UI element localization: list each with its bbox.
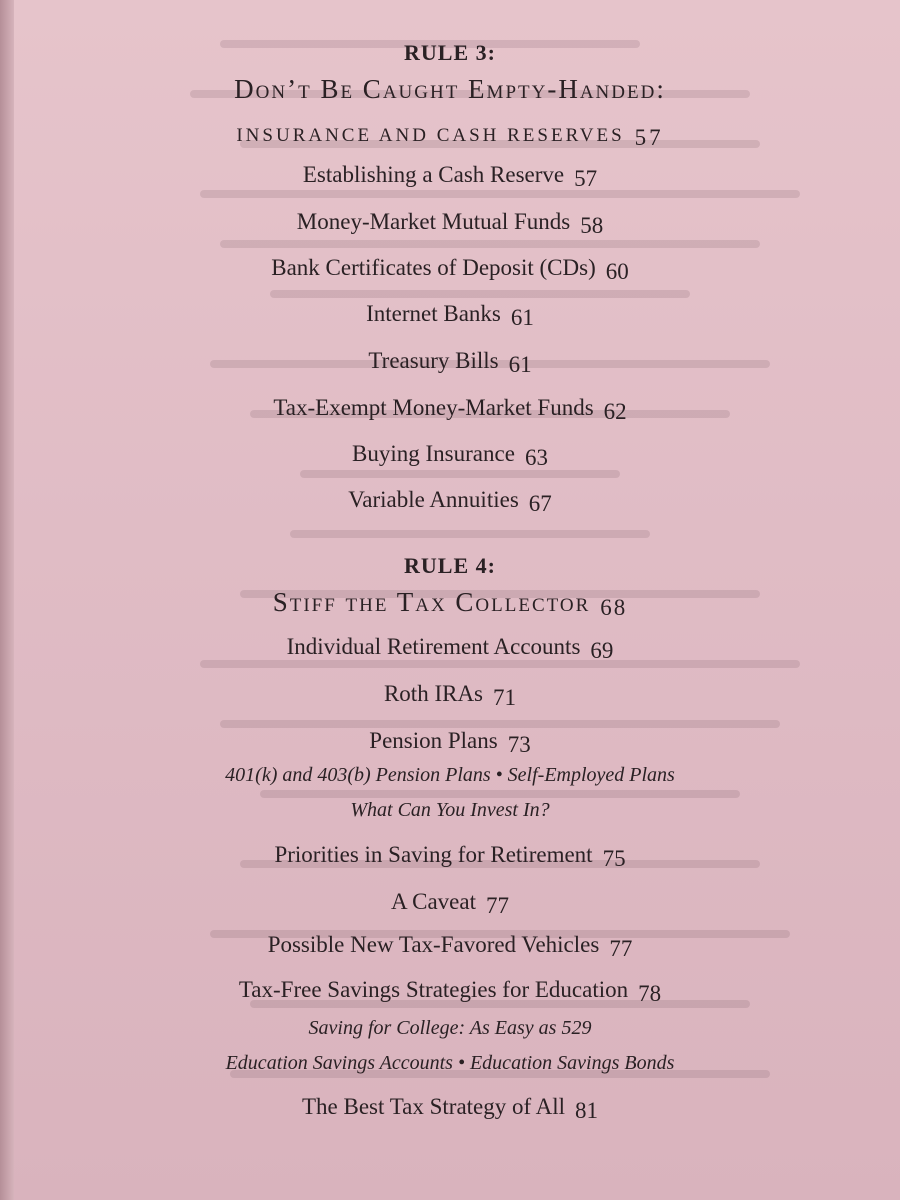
toc-entry [0,255,900,284]
toc-entry-page: 78 [638,981,662,1006]
rule-3-subtitle-text: INSURANCE AND CASH RESERVES [236,125,625,146]
toc-entry [0,162,900,191]
toc-entry-title: Possible New Tax-Favored Vehicles [267,932,600,957]
toc-entry-title: Pension Plans [369,728,498,753]
toc-entry-title: Internet Banks [366,301,501,326]
toc-entry [0,842,900,871]
toc-entry-title: Money-Market Mutual Funds [296,209,571,234]
toc-entry-page: 77 [485,893,509,918]
toc-subentry [0,1052,900,1075]
rule-3-label [0,40,900,66]
toc-entry-page: 81 [575,1098,599,1123]
toc-entry [0,487,900,516]
toc-subentry-text: What Can You Invest In? [350,799,550,821]
toc-entry-page: 63 [524,445,548,470]
toc-entry-page: 73 [507,732,531,757]
toc-entry [0,441,900,470]
toc-entry-page: 61 [508,352,532,377]
rule-3-title-text: Don’t Be Caught Empty-Handed: [234,74,666,104]
toc-entry-page: 75 [602,846,626,871]
toc-subentry [0,764,900,787]
show-through-texture [180,30,820,1130]
toc-entry-page: 60 [605,259,629,284]
rule-4-title [0,587,900,618]
toc-entry-title: Bank Certificates of Deposit (CDs) [271,255,596,280]
toc-entry-title: Tax-Free Savings Strategies for Education [238,977,629,1002]
rule-4-label-text: RULE 4: [404,553,496,578]
toc-entry [0,1094,900,1123]
toc-subentry-text: Saving for College: As Easy as 529 [308,1017,592,1039]
toc-entry [0,681,900,710]
rule-3-label-text: RULE 3: [404,40,496,65]
toc-entry-title: Variable Annuities [348,487,519,512]
rule-4-page-number: 68 [600,595,628,620]
toc-entry-title: Buying Insurance [352,441,515,466]
toc-entry-title: Individual Retirement Accounts [286,634,581,659]
toc-subentry-text: 401(k) and 403(b) Pension Plans • Self-Employed Plans [225,764,675,786]
toc-entry-page: 77 [609,936,633,961]
toc-entry-page: 61 [510,305,534,330]
toc-entry [0,977,900,1006]
toc-entry-title: Treasury Bills [368,348,499,373]
toc-entry [0,889,900,918]
rule-4-title-text: Stiff the Tax Collector [272,587,591,617]
rule-3-subtitle [0,121,900,150]
toc-entry-page: 67 [528,491,552,516]
toc-entry [0,301,900,330]
toc-entry-title: Roth IRAs [383,681,484,706]
toc-entry [0,209,900,238]
toc-entry [0,728,900,757]
toc-entry-title: Priorities in Saving for Retirement [274,842,593,867]
rule-3-page-number: 57 [634,125,664,150]
toc-entry-page: 71 [493,685,517,710]
rule-3-title [0,74,900,105]
toc-entry-title: A Caveat [391,889,476,914]
toc-entry-title: Establishing a Cash Reserve [302,162,565,187]
toc-entry-title: The Best Tax Strategy of All [301,1094,566,1119]
toc-entry-title: Tax-Exempt Money-Market Funds [273,395,594,420]
toc-entry [0,348,900,377]
toc-entry-page: 58 [580,213,604,238]
toc-entry [0,932,900,961]
toc-entry-page: 62 [603,399,627,424]
rule-4-label [0,553,900,579]
toc-subentry [0,799,900,822]
toc-subentry [0,1017,900,1040]
toc-entry-page: 69 [590,638,614,663]
toc-subentry-text: Education Savings Accounts • Education Savings Bonds [225,1052,675,1074]
toc-entry [0,395,900,424]
toc-entry [0,634,900,663]
toc-entry-page: 57 [574,166,598,191]
